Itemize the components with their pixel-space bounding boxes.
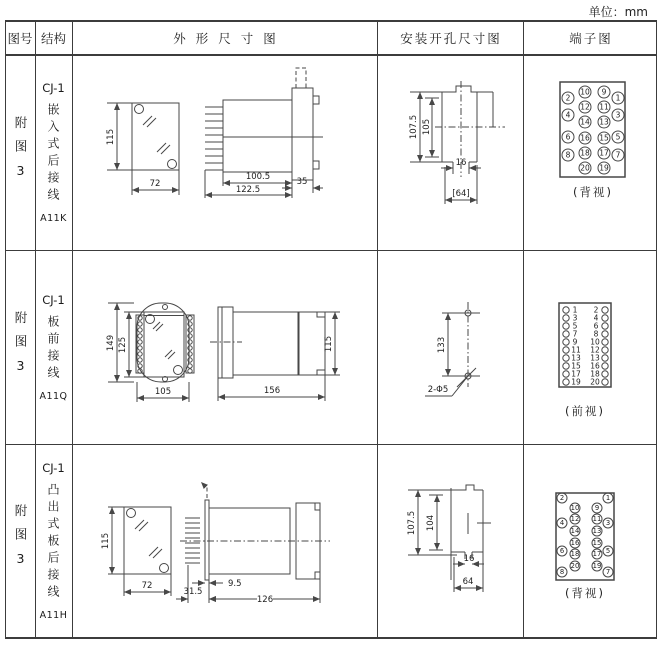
terminal-number: 7 [615,150,621,160]
terminal-number: 18 [580,148,590,158]
terminal-number: 19 [599,163,609,173]
terminal-number: 9 [594,504,600,512]
fig-number: 附图3 [13,310,28,384]
row3-mounting-diagram [377,444,523,637]
structure-code: A11K [40,213,67,224]
terminal-number: 13 [592,527,602,535]
header-mounting: 安装开孔尺寸图 [400,30,502,46]
terminal-number: 1 [572,305,578,315]
structure-name: 凸出式板后接线 [46,482,60,602]
terminal-circles [562,86,624,174]
terminal-number: 1 [615,93,621,103]
terminal-number: 4 [559,519,565,527]
row2-terminal-diagram [523,250,657,444]
dim-label: 115 [101,532,111,550]
side-view [176,482,330,605]
structure-code: A11H [39,609,68,621]
row1-outline-diagram [72,55,377,250]
row1-structure-cell [35,55,72,250]
terminal-number: 15 [592,539,602,547]
dim-label: 125 [118,336,128,354]
side-view [205,68,323,198]
dim-label: 104 [426,514,436,532]
terminal-number: 4 [565,110,571,120]
front-view [106,303,194,402]
terminal-number: 12 [580,102,590,112]
dim-label: 105 [422,118,432,136]
terminal-number: 6 [559,547,565,555]
terminal-number: 18 [570,550,580,558]
model-name: CJ-1 [42,292,65,307]
fig-number: 附图3 [13,504,28,577]
view-label: (前视) [565,404,605,418]
terminal-number: 7 [605,568,611,576]
structure-name: 嵌入式后接线 [46,103,60,205]
model-name: CJ-1 [42,81,65,95]
terminal-number: 20 [580,163,590,173]
dim-label: 105 [154,387,172,397]
terminal-number: 8 [565,150,571,160]
terminal-number: 18 [590,369,600,379]
terminal-number: 2 [565,93,571,103]
row3-outline-diagram [72,444,377,637]
terminal-number: 15 [599,133,609,143]
side-view [210,307,340,401]
terminal-number: 1 [605,494,611,502]
structure-code: A11Q [39,390,68,402]
terminal-number: 17 [571,369,581,379]
front-view [101,507,171,596]
terminal-number: 10 [580,87,590,97]
header-terminal: 端子图 [569,30,613,46]
terminal-number: 3 [605,519,611,527]
dim-label: 100.5 [245,172,271,182]
terminal-number: 8 [559,568,565,576]
dim-label: 64 [462,577,474,587]
terminal-number: 12 [570,515,580,523]
row1-fig-cell [5,55,35,250]
terminal-number: 5 [572,321,578,331]
dim-label: 133 [437,336,447,354]
dim-label: 72 [149,179,161,189]
header-fig: 图号 [7,30,33,46]
terminal-number: 6 [593,321,599,331]
terminal-number: 11 [599,102,609,112]
terminal-number: 9 [601,87,607,97]
terminal-number: 20 [590,377,600,387]
terminal-number: 17 [592,550,602,558]
row2-mounting-diagram [377,250,523,444]
dim-label: [64] [452,189,470,199]
terminal-number: 3 [615,110,621,120]
terminal-number: 8 [593,329,599,339]
dim-label: 9.5 [228,579,242,589]
terminal-number: 6 [565,132,571,142]
terminal-number: 9 [572,337,578,347]
terminal-number: 20 [570,562,580,570]
terminal-number: 13 [599,117,609,127]
row2-structure-cell [35,250,72,444]
row2-outline-diagram [72,250,377,444]
terminal-number: 2 [559,494,565,502]
unit-label: 单位：mm [588,5,648,19]
front-view [106,103,179,195]
dim-label: 115 [324,335,334,353]
terminal-number: 14 [580,117,590,127]
row1-terminal-diagram [523,55,657,250]
row3-terminal-diagram [523,444,657,637]
terminal-number: 10 [570,504,580,512]
model-name: CJ-1 [42,460,65,475]
terminal-number: 11 [592,515,602,523]
dim-label: 72 [141,581,153,591]
row1-mounting-diagram [377,55,523,250]
dim-label: 35 [296,177,308,187]
terminal-number: 16 [580,133,590,143]
dim-label: 16 [463,554,475,564]
dim-label: 156 [263,386,281,396]
dim-label: 149 [106,334,116,352]
terminal-number: 12 [590,345,600,355]
terminal-number: 14 [570,527,580,535]
terminal-number: 13 [590,353,600,363]
terminal-circles [563,306,608,387]
dim-label: 16 [455,158,467,168]
terminal-number: 15 [571,361,581,371]
dim-label: 115 [106,128,116,146]
dim-label: 107.5 [409,114,419,140]
structure-name: 板前接线 [46,314,60,383]
terminal-number: 11 [571,345,581,355]
terminal-number: 16 [590,361,600,371]
terminal-number: 5 [605,547,611,555]
row2-fig-cell [5,250,35,444]
dim-label: 2-Φ5 [427,385,449,395]
dim-label: 31.5 [183,587,203,597]
terminal-circles [557,493,613,577]
terminal-number: 7 [572,329,578,339]
view-label: (背视) [565,586,605,600]
header-structure: 结构 [40,30,66,46]
row3-structure-cell [35,444,72,637]
terminal-number: 3 [572,313,578,323]
terminal-number: 13 [571,353,581,363]
dim-label: 126 [256,595,274,605]
terminal-number: 19 [571,377,581,387]
terminal-number: 19 [592,562,602,570]
view-label: (背视) [573,185,613,199]
fig-number: 附图3 [13,116,28,189]
terminal-number: 2 [593,305,599,315]
terminal-number: 5 [615,132,621,142]
row3-fig-cell [5,444,35,637]
terminal-number: 4 [593,313,599,323]
terminal-number: 10 [590,337,600,347]
terminal-number: 16 [570,539,580,547]
dim-label: 107.5 [407,510,417,536]
table-bottom-border [5,637,657,639]
header-outline: 外形尺寸图 [173,30,286,46]
dim-label: 122.5 [235,185,261,195]
terminal-number: 17 [599,148,609,158]
